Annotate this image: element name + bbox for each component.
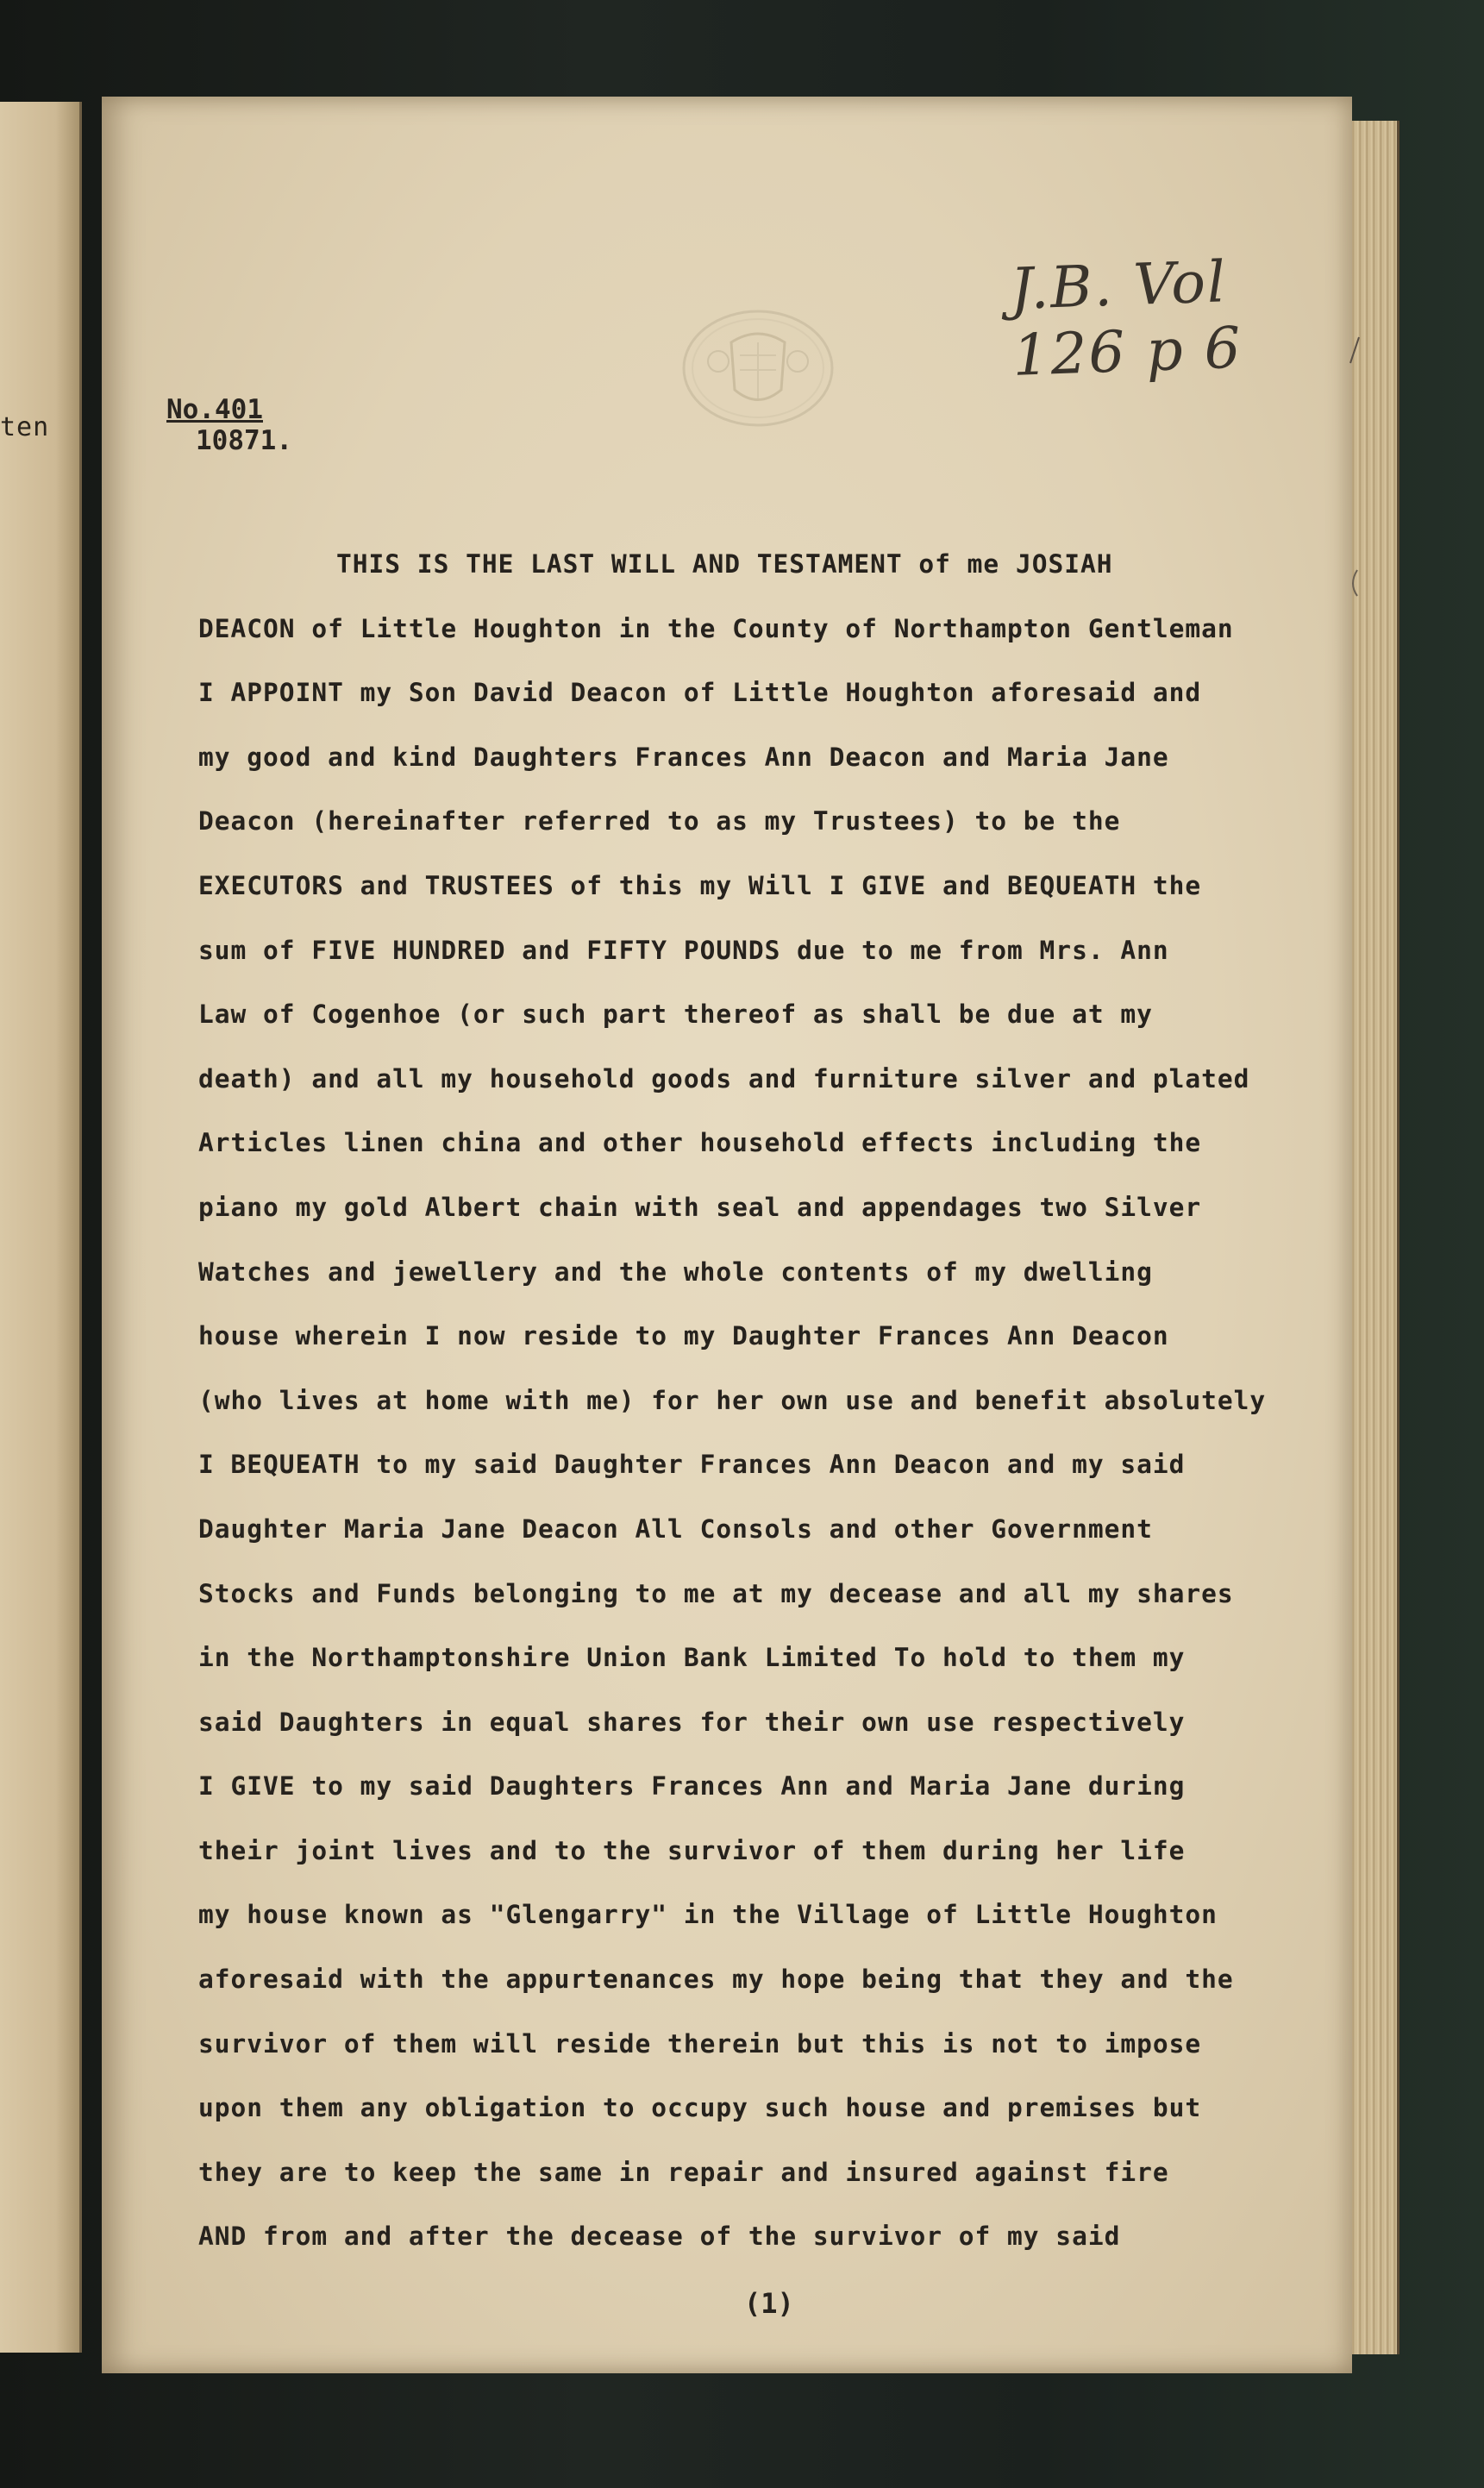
will-line: Articles linen china and other household effects including the (198, 1128, 1202, 1158)
will-line: I BEQUEATH to my said Daughter Frances Ann Deacon and my said (198, 1450, 1186, 1480)
will-line: Deacon (hereinafter referred to as my Trustees) to be the (198, 806, 1121, 837)
will-line: Law of Cogenhoe (or such part thereof as shall be due at my (198, 1000, 1153, 1030)
facing-page-text: ten (0, 412, 50, 442)
will-line: my house known as "Glengarry" in the Village of Little Houghton (198, 1900, 1218, 1930)
will-line: EXECUTORS and TRUSTEES of this my Will I GIVE and BEQUEATH the (198, 870, 1202, 900)
will-line: I APPOINT my Son David Deacon of Little Houghton aforesaid and (198, 678, 1202, 708)
will-page (102, 97, 1352, 2373)
will-line: sum of FIVE HUNDRED and FIFTY POUNDS due to me from Mrs. Ann (198, 935, 1169, 965)
will-line: THIS IS THE LAST WILL AND TESTAMENT of me JOSIAH (336, 549, 1113, 579)
will-line: they are to keep the same in repair and insured against fire (198, 2157, 1169, 2187)
will-line: death) and all my household goods and furniture silver and plated (198, 1063, 1250, 1094)
will-body (198, 532, 1337, 2269)
will-line: aforesaid with the appurtenances my hope being that they and the (198, 1965, 1234, 1995)
will-line: survivor of them will reside therein but this is not to impose (198, 2028, 1202, 2059)
will-number: No.401 (166, 394, 263, 425)
margin-mark-icon (1343, 334, 1364, 368)
will-line: Daughter Maria Jane Deacon All Consols and other Government (198, 1513, 1153, 1544)
page-number: (1) (744, 2287, 794, 2320)
will-line: Watches and jewellery and the whole contents of my dwelling (198, 1257, 1153, 1287)
will-line: AND from and after the decease of the survivor of my said (198, 2222, 1121, 2252)
will-line: Stocks and Funds belonging to me at my decease and all my shares (198, 1578, 1234, 1608)
will-line: piano my gold Albert chain with seal and appendages two Silver (198, 1192, 1202, 1222)
embossed-seal-icon (679, 308, 836, 429)
will-reference: 10871. (196, 425, 292, 456)
facing-page (0, 102, 82, 2353)
will-line: I GIVE to my said Daughters Frances Ann and Maria Jane during (198, 1771, 1186, 1802)
will-line: their joint lives and to the survivor of them during her life (198, 1835, 1186, 1865)
will-line: upon them any obligation to occupy such house and premises but (198, 2093, 1202, 2123)
docket-number (166, 394, 292, 456)
will-line: in the Northamptonshire Union Bank Limited To hold to them my (198, 1643, 1186, 1673)
handwritten-reference: J.B. Vol 126 p 6 (1009, 248, 1243, 389)
will-line: my good and kind Daughters Frances Ann Deacon and Maria Jane (198, 742, 1169, 772)
will-line: DEACON of Little Houghton in the County of Northampton Gentleman (198, 613, 1234, 643)
margin-mark-icon (1343, 567, 1364, 601)
will-line: house wherein I now reside to my Daughter Frances Ann Deacon (198, 1321, 1169, 1351)
will-line: said Daughters in equal shares for their own use respectively (198, 1707, 1186, 1737)
will-line: (who lives at home with me) for her own use and benefit absolutely (198, 1385, 1267, 1415)
